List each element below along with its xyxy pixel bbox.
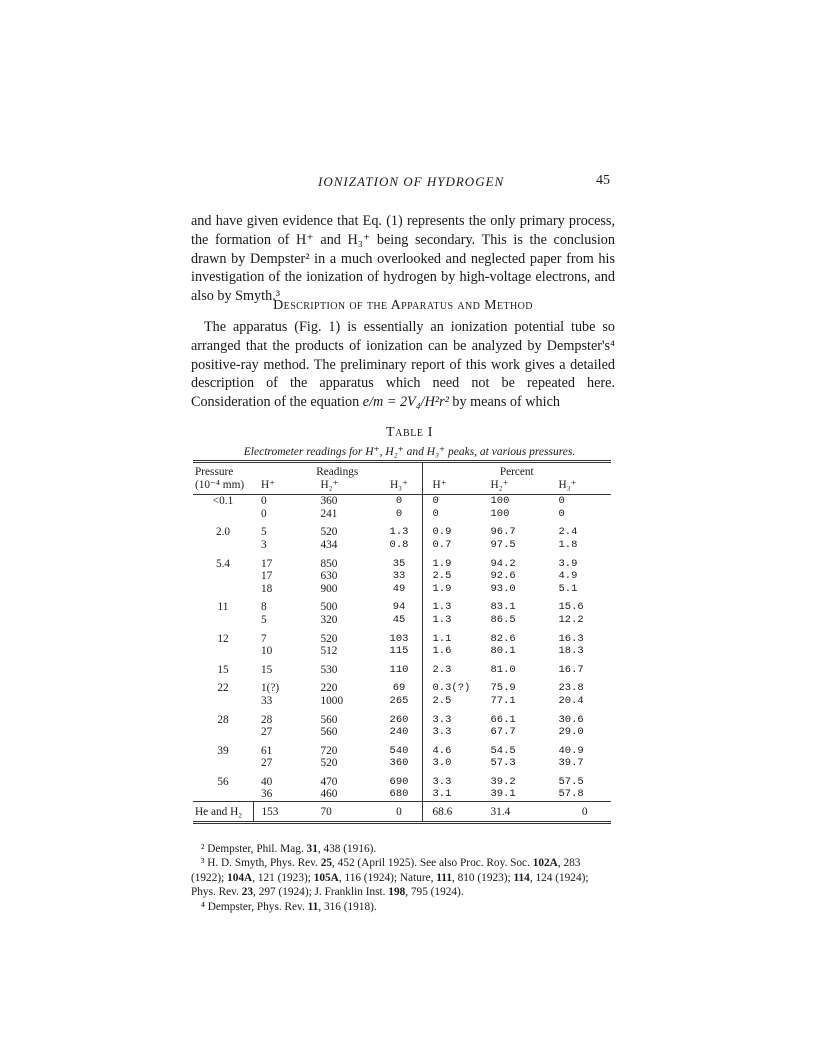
header-percent-h3: H₃⁺ (547, 479, 612, 495)
table-row (193, 695, 611, 708)
pressure-cell: 2.0 (215, 526, 231, 539)
table-cell: 20.4 (558, 694, 584, 707)
table-title: Table I (385, 425, 434, 440)
table-cell: 57.5 (558, 775, 584, 788)
running-title: IONIZATION OF HYDROGEN (318, 174, 505, 189)
table-cell: 690 (377, 770, 423, 789)
table-cell: 29.0 (558, 726, 584, 739)
table-cell: 2.4 (558, 526, 578, 539)
table-cell: 39.1 (490, 788, 516, 801)
table-cell: 94 (377, 595, 423, 614)
table-cell: 77.1 (490, 694, 516, 707)
pressure-cell (193, 583, 253, 596)
table-row (193, 539, 611, 552)
header-readings: Readings (253, 462, 422, 479)
table-cell: 2.5 (432, 694, 452, 707)
table-cell: 3.3 (432, 713, 452, 726)
table-cell: 520 (320, 632, 338, 645)
table-cell: 0 (261, 507, 267, 520)
footnote-4: ⁴ Dempster, Phys. Rev. 11, 316 (1918). (201, 900, 377, 913)
table-cell: 100 (490, 507, 510, 520)
pressure-cell: 22 (217, 682, 229, 695)
table-cell: 17 (261, 557, 273, 570)
table-row (193, 788, 611, 801)
table-cell: 33 (261, 694, 273, 707)
table-cell: 460 (320, 788, 338, 801)
table-cell: 3.9 (558, 557, 578, 570)
table-cell: 1.6 (432, 645, 452, 658)
table-cell: 0 (377, 508, 423, 521)
pressure-cell (193, 788, 253, 801)
table-cell: 115 (377, 645, 423, 658)
table-cell: 0.9 (432, 526, 452, 539)
pressure-cell: <0.1 (212, 495, 234, 508)
table-row (193, 676, 611, 695)
table-row (193, 614, 611, 627)
table-cell: 66.1 (490, 713, 516, 726)
table-cell: 18 (261, 582, 273, 595)
total-cell: 0 (547, 802, 612, 823)
table-cell: 0 (377, 495, 423, 508)
table-cell: 2.5 (432, 570, 452, 583)
pressure-cell (193, 570, 253, 583)
table-cell: 1.3 (432, 601, 452, 614)
running-head (0, 174, 819, 194)
table-cell: 27 (261, 726, 273, 739)
table-cell: 265 (377, 695, 423, 708)
table-cell: 15.6 (558, 601, 584, 614)
pressure-cell (193, 695, 253, 708)
table-cell: 540 (377, 739, 423, 758)
pressure-cell: 15 (217, 663, 229, 676)
pressure-cell: 5.4 (215, 557, 231, 570)
footnotes (191, 842, 615, 914)
table-cell: 8 (261, 601, 267, 614)
total-cell: 31.4 (481, 802, 547, 823)
table-cell: 18.3 (558, 645, 584, 658)
table-cell: 83.1 (490, 601, 516, 614)
table-cell: 17 (261, 570, 273, 583)
table-cell: 15 (261, 663, 273, 676)
table-cell: 1.8 (558, 538, 578, 551)
table-row (193, 583, 611, 596)
table-cell: 81.0 (490, 663, 516, 676)
table-cell: 100 (490, 495, 510, 508)
table-cell: 1.1 (432, 632, 452, 645)
table-cell: 1.3 (432, 613, 452, 626)
table-cell: 40.9 (558, 744, 584, 757)
paragraph-2 (191, 318, 615, 412)
table-cell: 75.9 (490, 682, 516, 695)
table-cell: 3.3 (432, 775, 452, 788)
header-readings-h3: H₃⁺ (377, 479, 423, 495)
pressure-cell: 28 (217, 713, 229, 726)
total-cell: 153 (253, 802, 301, 823)
table-cell: 241 (320, 507, 338, 520)
table-cell: 35 (377, 552, 423, 571)
table-cell: 3 (261, 538, 267, 551)
header-readings-h: H⁺ (253, 479, 301, 495)
table-cell: 3.3 (432, 726, 452, 739)
table-cell: 49 (377, 583, 423, 596)
table-cell: 0 (261, 495, 267, 508)
table-row (193, 770, 611, 789)
table-body (193, 495, 611, 822)
table-cell: 360 (377, 757, 423, 770)
header-percent-h: H⁺ (422, 479, 481, 495)
table-cell: 0.7 (432, 538, 452, 551)
table-cell: 97.5 (490, 538, 516, 551)
table-cell: 30.6 (558, 713, 584, 726)
table-cell: 560 (320, 726, 338, 739)
table-cell: 10 (261, 645, 273, 658)
table-cell: 3.1 (432, 788, 452, 801)
table-cell: 92.6 (490, 570, 516, 583)
table-cell: 57.3 (490, 757, 516, 770)
table-row (193, 739, 611, 758)
pressure-cell (193, 539, 253, 552)
pressure-cell (193, 757, 253, 770)
header-percent-h2: H₂⁺ (481, 479, 547, 495)
table-cell: 33 (377, 570, 423, 583)
table-caption: Electrometer readings for H⁺, H₂⁺ and H₃⁺ peaks, at various pressures. (243, 446, 576, 458)
table-cell: 7 (261, 632, 267, 645)
table-cell: 240 (377, 726, 423, 739)
table-cell: 40 (261, 775, 273, 788)
table-cell: 57.8 (558, 788, 584, 801)
table-cell: 512 (320, 645, 338, 658)
table-cell: 23.8 (558, 682, 584, 695)
header-percent: Percent (422, 462, 611, 479)
table-cell: 3.0 (432, 757, 452, 770)
table-row (193, 658, 611, 677)
table-cell: 1000 (320, 694, 344, 707)
table-cell: 27 (261, 757, 273, 770)
pressure-cell: 56 (217, 775, 229, 788)
table-cell: 2.3 (432, 663, 452, 676)
paragraph-2-text: The apparatus (Fig. 1) is essentially an ionization potential tube so arranged that the products of ionization can be analyzed by Dempster's⁴ positive-ray method. The preliminary report of this work gives a detailed description of the apparatus which need not be repeated here. Consideration of the equation (191, 319, 615, 411)
table-row (193, 757, 611, 770)
table-cell: 103 (377, 627, 423, 646)
header-pressure: Pressure (193, 462, 253, 479)
table-cell: 12.2 (558, 613, 584, 626)
table-cell: 1.9 (432, 582, 452, 595)
table-cell: 630 (320, 570, 338, 583)
table-cell: 5 (261, 526, 267, 539)
total-cell: 70 (301, 802, 377, 823)
table-cell: 69 (377, 676, 423, 695)
page-number: 45 (596, 173, 610, 188)
table-cell: 4.9 (558, 570, 578, 583)
table-row (193, 708, 611, 727)
table-cell: 320 (320, 613, 338, 626)
table-cell: 500 (320, 601, 338, 614)
total-cell: 68.6 (422, 802, 481, 823)
table-cell: 94.2 (490, 557, 516, 570)
table-cell: 0.3(?) (432, 682, 471, 695)
table-cell: 530 (320, 663, 338, 676)
table-cell: 850 (320, 557, 338, 570)
table-cell: 900 (320, 582, 338, 595)
table-cell: 4.6 (432, 744, 452, 757)
table-row (193, 552, 611, 571)
table-cell: 520 (320, 526, 338, 539)
table-cell: 54.5 (490, 744, 516, 757)
table-cell: 39.2 (490, 775, 516, 788)
table-cell: 96.7 (490, 526, 516, 539)
table-cell: 16.7 (558, 663, 584, 676)
table-row (193, 595, 611, 614)
table-cell: 86.5 (490, 613, 516, 626)
paragraph-1 (191, 212, 615, 306)
pressure-cell: 11 (217, 601, 229, 614)
table-cell: 93.0 (490, 582, 516, 595)
footnote-2: ² Dempster, Phil. Mag. 31, 438 (1916). (201, 843, 377, 855)
table-cell: 434 (320, 538, 338, 551)
table-cell: 520 (320, 757, 338, 770)
table-cell: 61 (261, 744, 273, 757)
table-cell: 0 (432, 495, 439, 508)
pressure-cell: 39 (217, 744, 229, 757)
table-cell: 260 (377, 708, 423, 727)
pressure-cell (193, 726, 253, 739)
table-cell: 82.6 (490, 632, 516, 645)
table-cell: 1.9 (432, 557, 452, 570)
table-row (193, 726, 611, 739)
total-row (193, 802, 611, 823)
table-row (193, 508, 611, 521)
table-row (193, 495, 611, 508)
table-row (193, 520, 611, 539)
table-cell: 36 (261, 788, 273, 801)
pressure-cell (193, 645, 253, 658)
pressure-cell (193, 614, 253, 627)
paragraph-1-text: and have given evidence that Eq. (1) represents the only primary process, the formation of H⁺ and H₃⁺ being secondary. This is the conclusion drawn by Dempster² in a much overlooked and neglected paper from his investigation of the ionization of hydrogen by high-voltage electrons, and also by Smyth.³ (191, 213, 615, 305)
table-cell: 0.8 (377, 539, 423, 552)
table-cell: 720 (320, 744, 338, 757)
table-cell: 560 (320, 713, 338, 726)
total-cell: 0 (377, 802, 423, 823)
table-cell: 80.1 (490, 645, 516, 658)
table-cell: 45 (377, 614, 423, 627)
pressure-cell: 12 (217, 632, 229, 645)
table-cell: 5 (261, 613, 267, 626)
table-row (193, 570, 611, 583)
table-cell: 28 (261, 713, 273, 726)
table-cell: 0 (432, 507, 439, 520)
equation: e/m = 2V₄/H²r² (362, 394, 449, 411)
total-label: He and H₂ (193, 802, 253, 823)
table-cell: 67.7 (490, 726, 516, 739)
paragraph-2-end: by means of which (452, 394, 560, 411)
table-row (193, 627, 611, 646)
table-cell: 470 (320, 775, 338, 788)
table-cell: 680 (377, 788, 423, 801)
header-pressure-unit: (10⁻⁴ mm) (193, 479, 253, 495)
table-cell: 1.3 (377, 520, 423, 539)
table-cell: 0 (558, 507, 565, 520)
pressure-cell (193, 508, 253, 521)
table-cell: 220 (320, 682, 338, 695)
footnote-3: ³ H. D. Smyth, Phys. Rev. 25, 452 (April 1925). See also Proc. Roy. Soc. 102A, 283 (1922); 104A, 121 (1923); 105A, 116 (1924); Nature, 111, 810 (1923); 114, 124 (1924); Phys. Rev. 23, 297 (1924); J. Franklin Inst. 198, 795 (1924). (191, 857, 589, 899)
table-cell: 39.7 (558, 757, 584, 770)
table-cell: 1(?) (261, 682, 280, 695)
table-row (193, 645, 611, 658)
table-cell: 5.1 (558, 582, 578, 595)
table-cell: 110 (377, 658, 423, 677)
table-cell: 360 (320, 495, 338, 508)
header-readings-h2: H₂⁺ (301, 479, 377, 495)
table-cell: 16.3 (558, 632, 584, 645)
data-table (193, 460, 611, 824)
table-cell: 0 (558, 495, 565, 508)
section-heading: Description of the Apparatus and Method (273, 298, 533, 313)
